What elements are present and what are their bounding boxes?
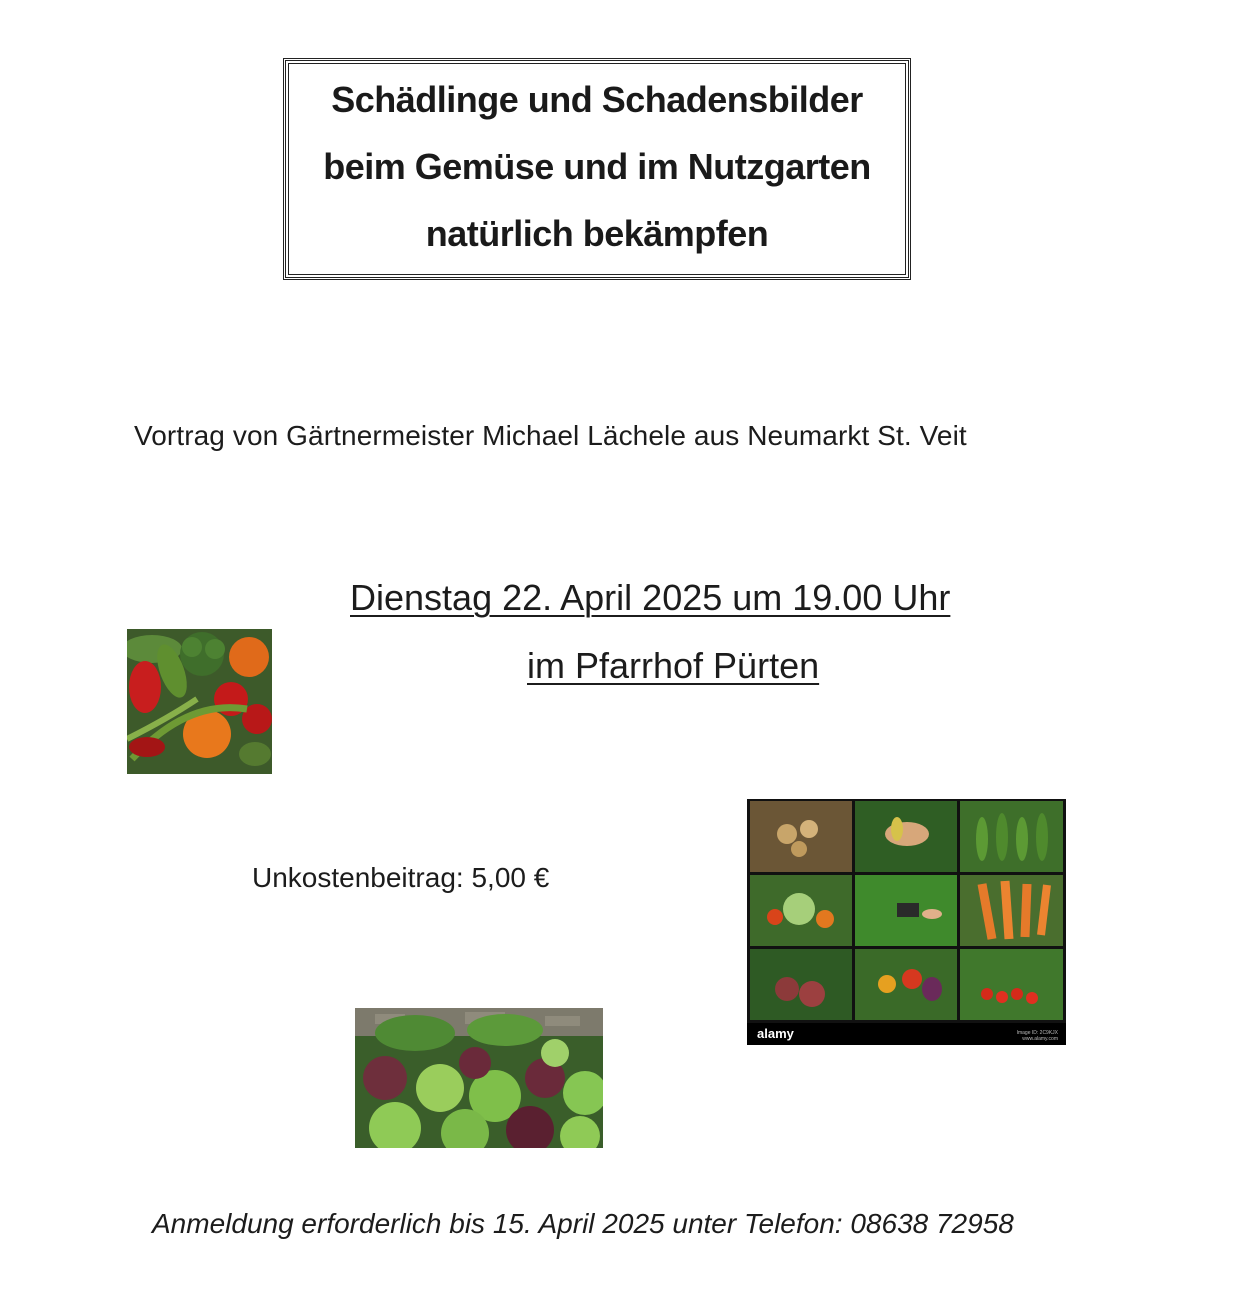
event-place: im Pfarrhof Pürten	[527, 645, 820, 686]
title-line-3: natürlich bekämpfen	[425, 213, 769, 254]
lettuce-garden-photo	[355, 1008, 603, 1148]
cost-line: Unkostenbeitrag: 5,00 €	[252, 862, 550, 893]
collage-watermark-brand: alamy	[757, 1026, 794, 1041]
title-line-1: Schädlinge und Schadensbilder	[331, 79, 863, 120]
collage-image-id: Image ID: 2C9KJX	[1016, 1030, 1058, 1036]
title-line-2: beim Gemüse und im Nutzgarten	[323, 146, 871, 187]
garden-collage-photo	[747, 799, 1066, 1045]
title-box	[283, 58, 911, 280]
registration-line: Anmeldung erforderlich bis 15. April 2025 unter Telefon: 08638 72958	[152, 1208, 1014, 1239]
collage-watermark-meta	[1017, 1030, 1058, 1042]
collage-site: www.alamy.com	[1022, 1036, 1058, 1042]
event-date-time: Dienstag 22. April 2025 um 19.00 Uhr	[350, 577, 951, 618]
vegetables-photo	[127, 629, 272, 774]
speaker-line: Vortrag von Gärtnermeister Michael Lächele aus Neumarkt St. Veit	[134, 420, 967, 451]
